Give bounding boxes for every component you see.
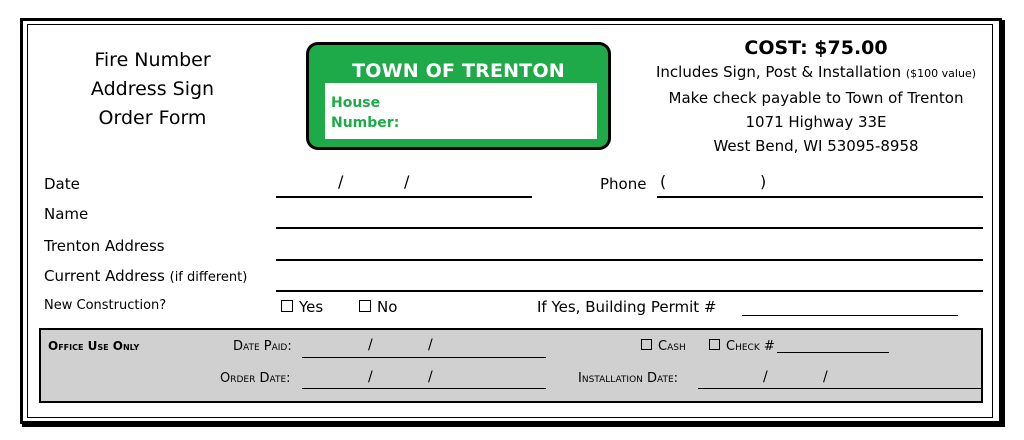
new-construction-label: New Construction? (44, 298, 167, 313)
date-paid-label: Date Paid: (233, 339, 292, 354)
cash-checkbox[interactable] (641, 339, 652, 350)
yes-checkbox[interactable] (281, 300, 293, 312)
address-sign-graphic (306, 42, 611, 150)
phone-paren-open: ( (660, 172, 667, 191)
date-separator-1: / (338, 172, 344, 191)
trenton-address-field[interactable] (276, 259, 983, 261)
cost-includes: Includes Sign, Post & Installation ($100 value) (655, 63, 977, 81)
cost-info (640, 36, 992, 158)
office-use-heading: Office Use Only (48, 339, 140, 353)
cost-price: COST: $75.00 (744, 37, 888, 59)
frame-shadow-bottom (22, 423, 1005, 427)
current-address-label: Current Address (if different) (44, 267, 248, 285)
date-separator-2: / (404, 172, 410, 191)
current-address-field[interactable] (276, 290, 983, 292)
order-date-field[interactable] (302, 388, 546, 389)
cost-payable: Make check payable to Town of Trenton (668, 89, 964, 107)
yes-option[interactable]: Yes (281, 298, 323, 316)
name-label: Name (44, 205, 89, 223)
current-address-note: (if different) (169, 270, 248, 285)
order-date-sep-2: / (428, 369, 433, 385)
order-date-label: Order Date: (220, 371, 291, 386)
building-permit-field[interactable] (742, 315, 958, 316)
order-date-sep-1: / (368, 369, 373, 385)
cost-address-2: West Bend, WI 53095-8958 (713, 137, 919, 155)
trenton-address-label: Trenton Address (44, 237, 165, 255)
installation-date-field[interactable] (698, 388, 981, 389)
date-paid-sep-1: / (368, 337, 373, 353)
check-number-field[interactable] (777, 352, 889, 353)
title-line-3: Order Form (98, 107, 207, 129)
no-option[interactable]: No (359, 298, 397, 316)
phone-field[interactable] (657, 196, 983, 198)
sign-number-panel (325, 83, 597, 139)
phone-paren-close: ) (760, 172, 767, 191)
phone-label: Phone (600, 175, 647, 193)
form-title (60, 46, 245, 133)
title-line-2: Address Sign (90, 78, 215, 100)
title-line-1: Fire Number (94, 49, 211, 71)
check-option[interactable]: Check # (709, 339, 775, 354)
cost-address-1: 1071 Highway 33E (745, 113, 887, 131)
installation-date-sep-2: / (823, 369, 828, 385)
frame-shadow-right (1001, 20, 1005, 426)
date-paid-field[interactable] (302, 357, 546, 358)
installation-date-label: Installation Date: (578, 371, 679, 386)
sign-heading: TOWN OF TRENTON (352, 60, 565, 82)
installation-date-sep-1: / (763, 369, 768, 385)
office-use-section (39, 328, 983, 403)
name-field[interactable] (276, 227, 983, 229)
date-field[interactable] (276, 196, 532, 198)
check-checkbox[interactable] (709, 339, 720, 350)
date-label: Date (44, 175, 80, 193)
no-checkbox[interactable] (359, 300, 371, 312)
cost-value-note: ($100 value) (905, 67, 977, 80)
cash-option[interactable]: Cash (641, 339, 686, 354)
building-permit-label: If Yes, Building Permit # (537, 298, 717, 316)
date-paid-sep-2: / (428, 337, 433, 353)
sign-house-number-label: House Number: (331, 95, 400, 131)
